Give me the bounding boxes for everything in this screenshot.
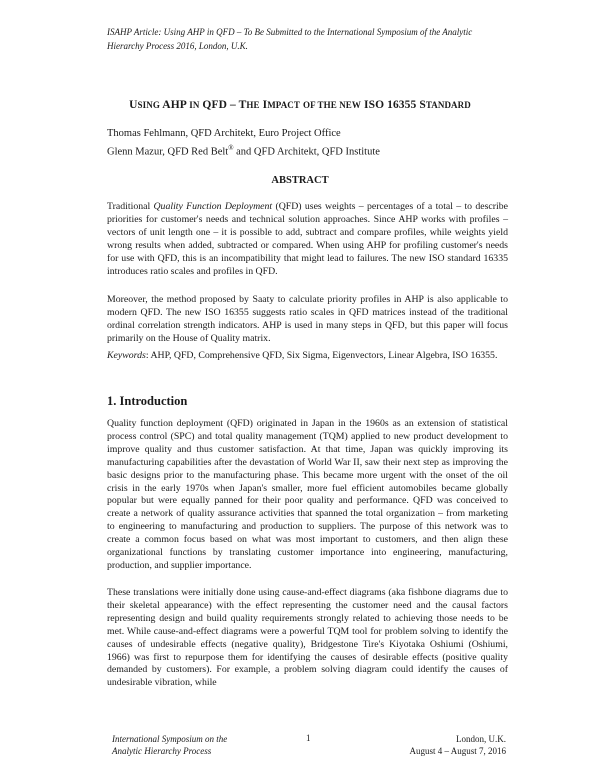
intro-paragraph-2: These translations were initially done using cause-and-effect diagrams (aka fishbone diagrams due to their skeletal appearance) with the effect representing the customer need and the causal factors representing design and build quality requirements strongly related to achieving those needs to be met. While cause-and-effect diagrams were a powerful TQM tool for problem solving to identify the causes of undesirable effects (negative quality), Bridgestone Tire's Kiyotaka Oshiumi (Oshiumi, 1966) was first to repurpose them for identifying the causes of desirable effects (positive quality demanded by customers). For example, a problem solving diagram could identify the causes of undesirable vibration, while [107,587,508,689]
paper-title: USING AHP IN QFD – THE IMPACT OF THE NEW ISO 16355 STANDARD [129,99,471,111]
keywords-label: Keywords [107,350,146,361]
abstract-paragraph-2: Moreover, the method proposed by Saaty to calculate priority profiles in AHP is also applicable to modern QFD. The new ISO 16355 suggests ratio scales in QFD matrices instead of the traditional ordinal correlation strength indicators. AHP is used in many steps in QFD, but this paper will focus primarily on the House of Quality matrix. [107,294,508,344]
author-list [107,127,380,160]
section-heading-introduction: 1. Introduction [107,394,188,408]
footer-conference: International Symposium on the Analytic Hierarchy Process [112,734,228,756]
keywords-text: : AHP, QFD, Comprehensive QFD, Six Sigma, Eigenvectors, Linear Algebra, ISO 16355. [145,350,498,361]
running-head: ISAHP Article: Using AHP in QFD – To Be Submitted to the International Symposium of the Analytic Hierarchy Process 2016, London, U.K. [107,27,473,51]
intro-paragraph-1: Quality function deployment (QFD) originated in Japan in the 1960s as an extension of statistical process control (SPC) and total quality management (TQM) applied to new product development to improve quality and thus customer satisfaction. At that time, Japan was quickly improving its manufacturing capabilities after the devastation of World War II, saw their next step as improving the basic designs prior to the manufacturing phase. This became more urgent with the onset of the oil crisis in the early 1970s when Japan's smaller, more fuel efficient automobiles became globally popular but were equally panned for their poor quality and performance. QFD was conceived to create a network of quality assurance activities that spanned the total organization – from marketing to engineering to manufacturing and production to suppliers. The purpose of this network was to create a common focus based on what was most important to customers, and then align these organizational functions by translating customer importance into engineering, manufacturing, production, and supplier importance. [107,418,508,571]
abstract-paragraph-1: Traditional Quality Function Deployment (QFD) uses weights – percentages of a total – to describe priorities for customer's needs and technical solution approaches. Since AHP works with profiles – vectors of unit length one – it is possible to add, subtract and compare profiles, while weights yield wrong results when added, subtracted or compared. When using AHP for profiling customer's needs for use with QFD, this is an incompatibility that might lead to failures. The new ISO standard 16335 introduces ratio scales and profiles in QFD. [107,201,509,277]
intro-body-2 [107,587,508,690]
author-line-1: Thomas Fehlmann, QFD Architekt, Euro Project Office [107,128,341,139]
keywords [107,350,508,363]
author-line-2: Glenn Mazur, QFD Red Belt® and QFD Architekt, QFD Institute [107,144,380,158]
intro-body [107,418,508,573]
abstract-body [107,201,508,278]
footer-location-date: London, U.K. August 4 – August 7, 2016 [409,734,506,756]
page-number: 1 [306,733,311,743]
abstract-heading: ABSTRACT [271,175,329,186]
abstract-body-2 [107,294,508,346]
